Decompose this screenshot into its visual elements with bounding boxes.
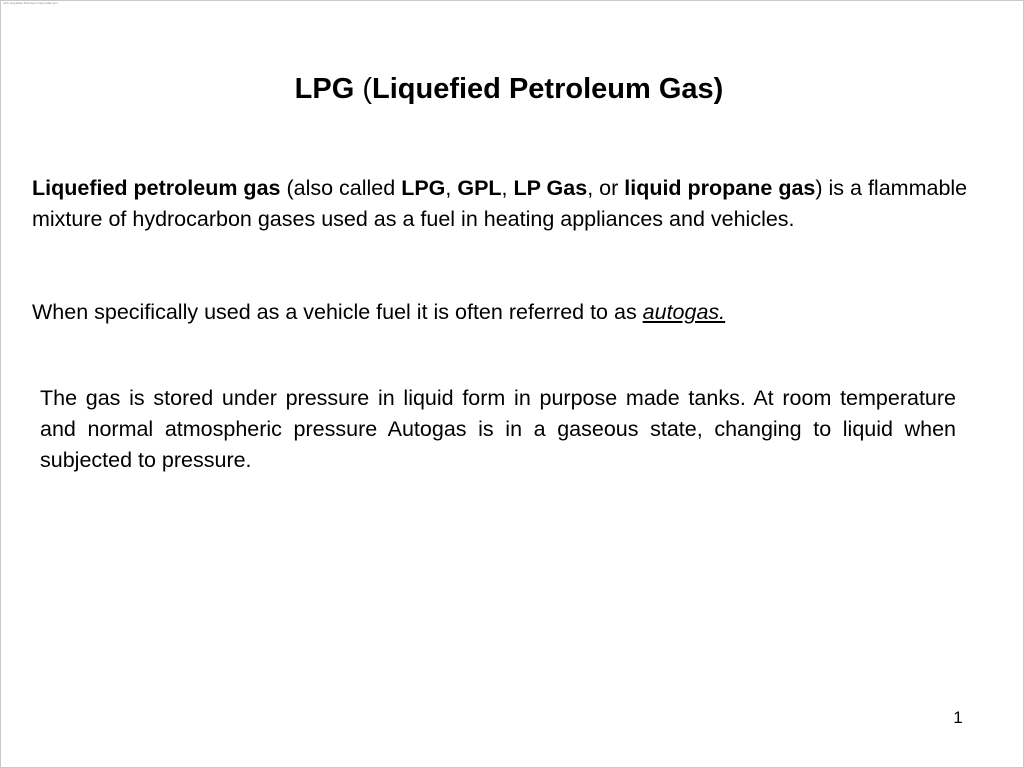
title-paren: (: [362, 73, 373, 105]
autogas-link[interactable]: autogas.: [642, 300, 726, 324]
separator: ,: [501, 176, 514, 200]
title-fullname: Liquefied Petroleum Gas): [372, 73, 724, 105]
alias-lpg: LPG: [401, 176, 446, 200]
slide-title: [1, 71, 1017, 107]
alias-gpl: GPL: [457, 176, 502, 200]
separator: ,: [445, 176, 458, 200]
definition-text: ) is a flammable mixture of hydrocarbon gases used as a fuel in heating appliances and vehicles.: [32, 176, 968, 231]
definition-paragraph: [32, 173, 982, 235]
autogas-text: When specifically used as a vehicle fuel it is often referred to as: [32, 300, 643, 324]
separator: , or: [587, 176, 625, 200]
alias-liquid-propane-gas: liquid propane gas: [624, 176, 816, 200]
page-number: 1: [953, 708, 963, 727]
corner-mark: LPG (Liquefied Petroleum Gas) slide text: [3, 1, 58, 5]
storage-paragraph: The gas is stored under pressure in liquid form in purpose made tanks. At room temperature and normal atmospheric pressure Autogas is in a gaseous state, changing to liquid when subjected to pressure.: [40, 386, 956, 472]
definition-text: (also called: [280, 176, 402, 200]
autogas-paragraph: [32, 297, 982, 328]
term-bold: Liquefied petroleum gas: [32, 176, 281, 200]
title-abbrev: LPG: [294, 73, 363, 105]
alias-lp-gas: LP Gas: [513, 176, 588, 200]
